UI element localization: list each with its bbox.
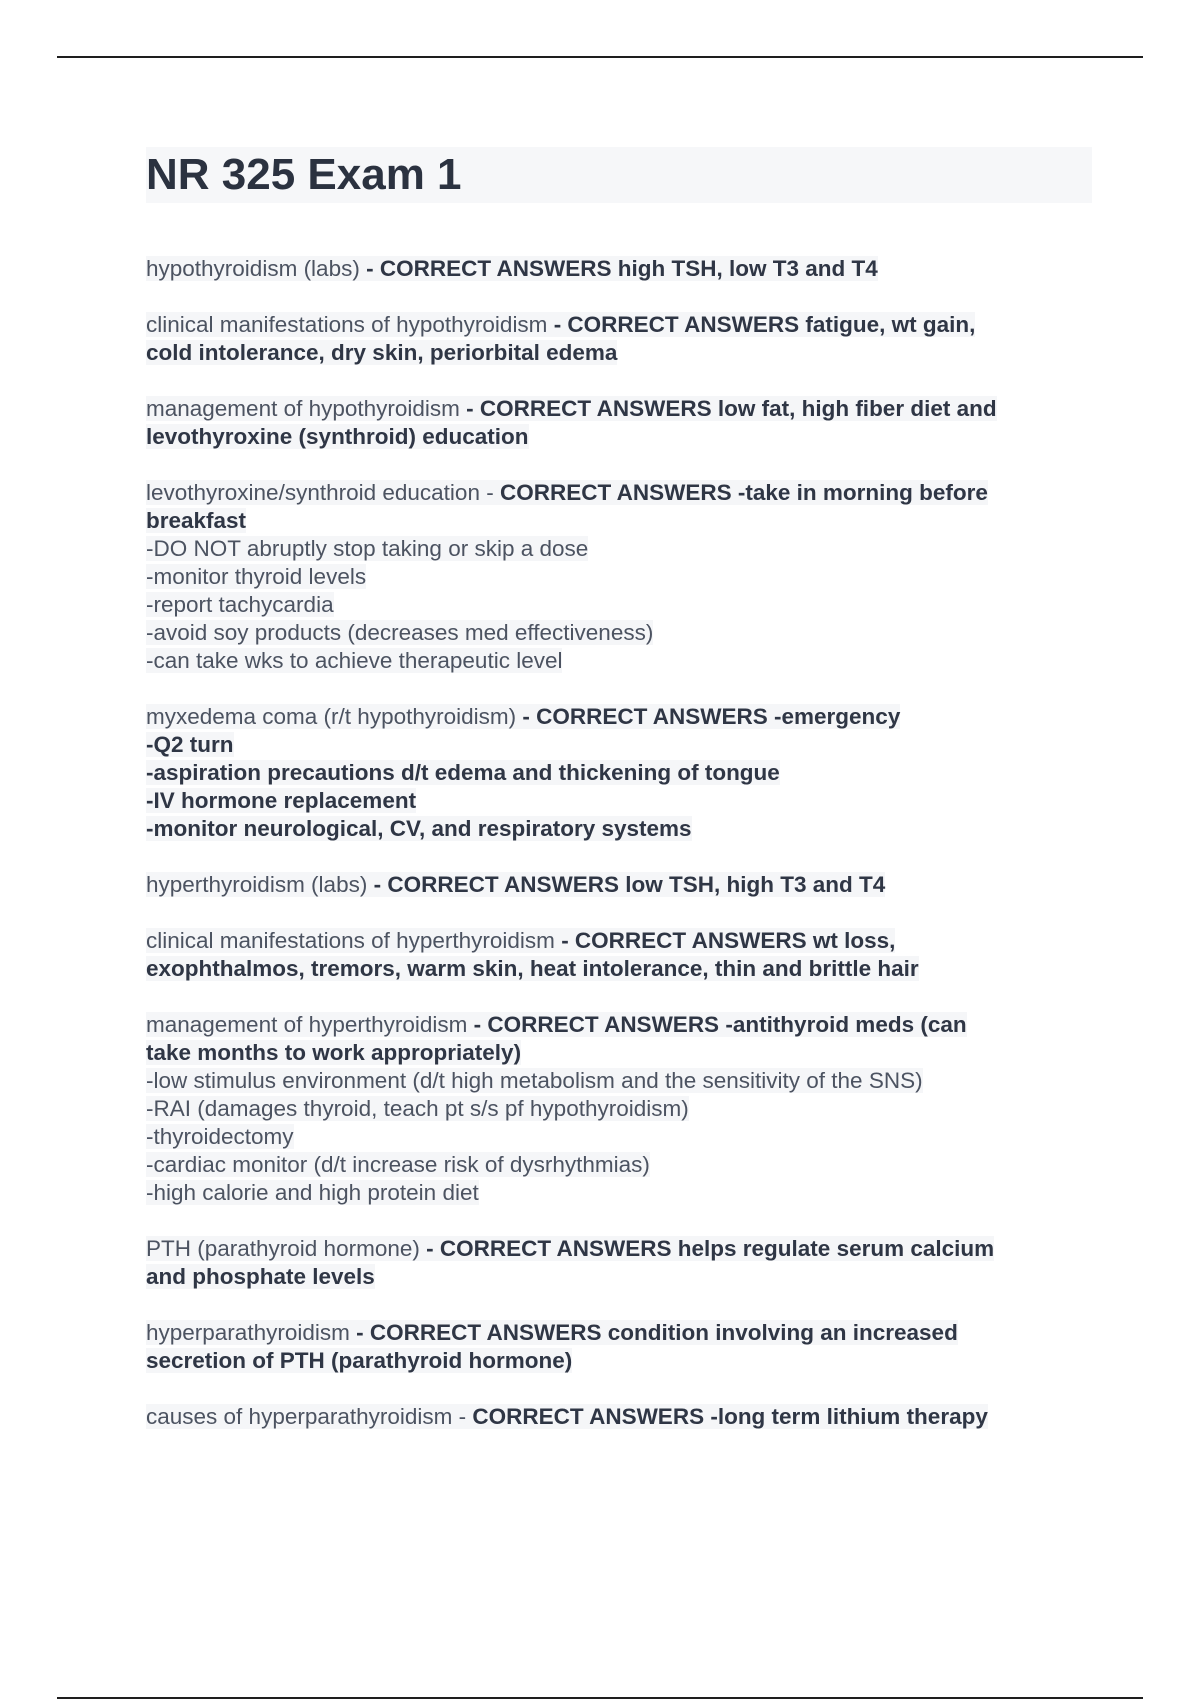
qa-line-text bbox=[146, 1348, 572, 1373]
qa-line bbox=[146, 423, 1096, 451]
answer-detail: -cardiac monitor (d/t increase risk of dysrhythmias) bbox=[146, 1152, 650, 1177]
question-term: clinical manifestations of hypothyroidism bbox=[146, 312, 554, 337]
qa-list bbox=[146, 255, 1096, 1431]
top-rule bbox=[57, 56, 1143, 58]
answer-text: -Q2 turn bbox=[146, 732, 234, 757]
qa-line-text bbox=[146, 620, 653, 645]
answer-text: - CORRECT ANSWERS low TSH, high T3 and T4 bbox=[373, 872, 886, 897]
qa-line-text bbox=[146, 816, 692, 841]
qa-item bbox=[146, 479, 1096, 675]
answer-text: - CORRECT ANSWERS low fat, high fiber diet and bbox=[466, 396, 997, 421]
qa-line-text bbox=[146, 1236, 994, 1261]
qa-line-text bbox=[146, 1124, 294, 1149]
qa-line-text bbox=[146, 340, 617, 365]
qa-line-text bbox=[146, 732, 234, 757]
document-body bbox=[146, 147, 1096, 1459]
qa-line bbox=[146, 647, 1096, 675]
qa-line bbox=[146, 1403, 1096, 1431]
answer-text: CORRECT ANSWERS -take in morning before bbox=[499, 480, 988, 505]
answer-detail: -monitor thyroid levels bbox=[146, 564, 367, 589]
answer-text: cold intolerance, dry skin, periorbital edema bbox=[146, 340, 618, 365]
answer-detail: -DO NOT abruptly stop taking or skip a dose bbox=[146, 536, 589, 561]
qa-line bbox=[146, 619, 1096, 647]
qa-line-text bbox=[146, 1180, 479, 1205]
question-term: levothyroxine/synthroid education - bbox=[146, 480, 500, 505]
qa-line-text bbox=[146, 1068, 923, 1093]
question-term: management of hyperthyroidism bbox=[146, 1012, 474, 1037]
answer-text: - CORRECT ANSWERS -emergency bbox=[522, 704, 901, 729]
answer-detail: -low stimulus environment (d/t high metabolism and the sensitivity of the SNS) bbox=[146, 1068, 923, 1093]
answer-text: -monitor neurological, CV, and respiratory systems bbox=[146, 816, 692, 841]
qa-line bbox=[146, 731, 1096, 759]
qa-line-text bbox=[146, 1320, 958, 1345]
qa-line-text bbox=[146, 1096, 689, 1121]
qa-item bbox=[146, 1319, 1096, 1375]
qa-line-text bbox=[146, 1404, 988, 1429]
answer-detail: -high calorie and high protein diet bbox=[146, 1180, 479, 1205]
answer-text: take months to work appropriately) bbox=[146, 1040, 522, 1065]
qa-item bbox=[146, 927, 1096, 983]
qa-item bbox=[146, 871, 1096, 899]
answer-detail: -RAI (damages thyroid, teach pt s/s pf hypothyroidism) bbox=[146, 1096, 689, 1121]
qa-item bbox=[146, 1011, 1096, 1207]
qa-item bbox=[146, 255, 1096, 283]
answer-text: - CORRECT ANSWERS wt loss, bbox=[561, 928, 896, 953]
qa-line bbox=[146, 563, 1096, 591]
question-term: management of hypothyroidism bbox=[146, 396, 467, 421]
qa-line-text bbox=[146, 1012, 967, 1037]
answer-text: exophthalmos, tremors, warm skin, heat intolerance, thin and brittle hair bbox=[146, 956, 919, 981]
question-term: causes of hyperparathyroidism - bbox=[146, 1404, 473, 1429]
qa-line-text bbox=[146, 760, 780, 785]
qa-line bbox=[146, 787, 1096, 815]
answer-text: levothyroxine (synthroid) education bbox=[146, 424, 529, 449]
qa-line bbox=[146, 1011, 1096, 1039]
qa-line bbox=[146, 311, 1096, 339]
qa-line bbox=[146, 1179, 1096, 1207]
answer-detail: -avoid soy products (decreases med effectiveness) bbox=[146, 620, 654, 645]
qa-line-text bbox=[146, 1264, 375, 1289]
answer-text: CORRECT ANSWERS -long term lithium therapy bbox=[472, 1404, 988, 1429]
qa-item bbox=[146, 395, 1096, 451]
qa-line-text bbox=[146, 536, 588, 561]
answer-detail: -report tachycardia bbox=[146, 592, 334, 617]
qa-line-text bbox=[146, 648, 562, 673]
qa-line bbox=[146, 759, 1096, 787]
qa-line bbox=[146, 255, 1096, 283]
qa-line bbox=[146, 507, 1096, 535]
qa-line bbox=[146, 1319, 1096, 1347]
answer-text: - CORRECT ANSWERS fatigue, wt gain, bbox=[553, 312, 976, 337]
qa-line-text bbox=[146, 564, 366, 589]
answer-text: - CORRECT ANSWERS helps regulate serum calcium bbox=[426, 1236, 995, 1261]
qa-line-text bbox=[146, 508, 246, 533]
qa-line-text bbox=[146, 396, 997, 421]
qa-line-text bbox=[146, 256, 878, 281]
qa-line bbox=[146, 1235, 1096, 1263]
qa-line bbox=[146, 927, 1096, 955]
qa-line-text bbox=[146, 872, 885, 897]
qa-line bbox=[146, 591, 1096, 619]
qa-line bbox=[146, 1095, 1096, 1123]
answer-text: -aspiration precautions d/t edema and thickening of tongue bbox=[146, 760, 780, 785]
qa-line-text bbox=[146, 788, 416, 813]
question-term: myxedema coma (r/t hypothyroidism) bbox=[146, 704, 523, 729]
answer-text: - CORRECT ANSWERS high TSH, low T3 and T4 bbox=[366, 256, 878, 281]
qa-line-text bbox=[146, 424, 529, 449]
question-term: hyperthyroidism (labs) bbox=[146, 872, 374, 897]
qa-line bbox=[146, 703, 1096, 731]
qa-item bbox=[146, 703, 1096, 843]
qa-item bbox=[146, 1403, 1096, 1431]
qa-line bbox=[146, 1039, 1096, 1067]
answer-text: - CORRECT ANSWERS -antithyroid meds (can bbox=[473, 1012, 967, 1037]
answer-detail: -thyroidectomy bbox=[146, 1124, 294, 1149]
qa-line-text bbox=[146, 312, 975, 337]
answer-text: breakfast bbox=[146, 508, 247, 533]
qa-line bbox=[146, 395, 1096, 423]
qa-item bbox=[146, 311, 1096, 367]
answer-text: secretion of PTH (parathyroid hormone) bbox=[146, 1348, 573, 1373]
qa-line bbox=[146, 1067, 1096, 1095]
qa-line bbox=[146, 871, 1096, 899]
qa-line bbox=[146, 1123, 1096, 1151]
qa-line-text bbox=[146, 704, 900, 729]
bottom-rule bbox=[57, 1697, 1143, 1699]
question-term: clinical manifestations of hyperthyroidism bbox=[146, 928, 562, 953]
answer-text: - CORRECT ANSWERS condition involving an increased bbox=[356, 1320, 958, 1345]
answer-text: and phosphate levels bbox=[146, 1264, 375, 1289]
qa-line-text bbox=[146, 1152, 650, 1177]
qa-line-text bbox=[146, 592, 334, 617]
page-title: NR 325 Exam 1 bbox=[146, 147, 1092, 203]
answer-text: -IV hormone replacement bbox=[146, 788, 417, 813]
qa-line bbox=[146, 815, 1096, 843]
qa-line-text bbox=[146, 480, 988, 505]
qa-line bbox=[146, 535, 1096, 563]
qa-line-text bbox=[146, 956, 919, 981]
qa-line bbox=[146, 1347, 1096, 1375]
qa-line-text bbox=[146, 928, 895, 953]
qa-line bbox=[146, 1151, 1096, 1179]
question-term: hyperparathyroidism bbox=[146, 1320, 357, 1345]
qa-line bbox=[146, 1263, 1096, 1291]
question-term: PTH (parathyroid hormone) bbox=[146, 1236, 427, 1261]
qa-line-text bbox=[146, 1040, 521, 1065]
question-term: hypothyroidism (labs) bbox=[146, 256, 367, 281]
qa-line bbox=[146, 479, 1096, 507]
answer-detail: -can take wks to achieve therapeutic level bbox=[146, 648, 563, 673]
qa-line bbox=[146, 955, 1096, 983]
qa-line bbox=[146, 339, 1096, 367]
qa-item bbox=[146, 1235, 1096, 1291]
